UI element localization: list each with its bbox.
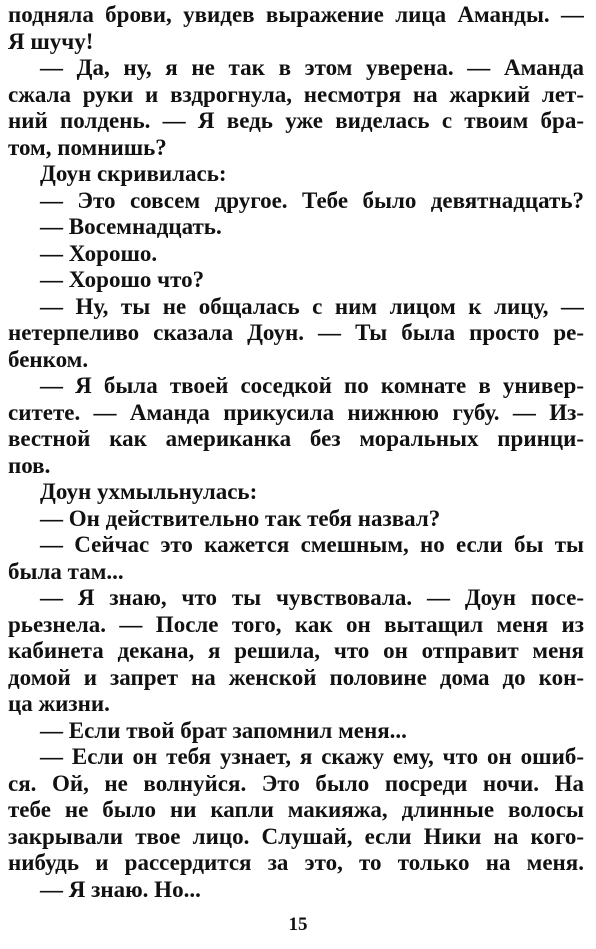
text-line: сжала руки и вздрогнула, несмотря на жаркий лет- (8, 81, 584, 107)
text-line: ситете. — Аманда прикусила нижнюю губу. — Из- (8, 399, 584, 425)
text-line: рьезнела. — После того, как он вытащил меня из (8, 611, 584, 637)
page-number: 15 (288, 914, 308, 935)
text-line: — Сейчас это кажется смешным, но если бы ты (40, 532, 584, 557)
text-line: нибудь и рассердится за это, то только на меня. (8, 850, 584, 875)
text-line: — Хорошо. (40, 240, 158, 266)
text-line: ний полдень. — Я ведь уже виделась с твоим бра- (8, 108, 584, 133)
text-line: — Ну, ты не общалась с ним лицом к лицу, — (40, 293, 584, 319)
text-line: — Хорошо что? (40, 267, 205, 292)
text-line: нетерпеливо сказала Доун. — Ты была просто ре- (8, 320, 584, 345)
text-line: — Восемнадцать. (40, 214, 222, 239)
text-line: кабинета декана, я решила, что он отправит меня (8, 638, 584, 663)
text-line: была там... (8, 558, 124, 584)
text-line: — Я знаю. Но... (40, 876, 201, 902)
text-line: — Это совсем другое. Тебе было девятнадцать? (40, 187, 584, 213)
text-line: — Да, ну, я не так в этом уверена. — Аманда (40, 55, 584, 80)
text-line: ся. Ой, не волнуйся. Это было посреди ночи. На (8, 770, 584, 796)
text-line: закрывали твое лицо. Слушай, если Ники на кого- (8, 823, 584, 849)
text-line: Я шучу! (8, 28, 94, 54)
text-line: бенком. (8, 346, 89, 372)
text-line: пов. (8, 452, 51, 478)
text-line: — Если он тебя узнает, я скажу ему, что он ошиб- (40, 744, 584, 769)
text-line: том, помнишь? (8, 134, 167, 160)
text-line: домой и запрет на женской половине дома до кон- (8, 664, 584, 690)
text-line: ца жизни. (8, 691, 110, 716)
text-line: Доун ухмыльнулась: (40, 479, 258, 504)
text-line: — Я была твоей соседкой по комнате в универ- (40, 373, 584, 398)
body-text (8, 2, 584, 903)
text-line: вестной как американка без моральных принци- (8, 426, 584, 451)
text-line: — Он действительно так тебя назвал? (40, 505, 441, 531)
text-line: — Я знаю, что ты чувствовала. — Доун посе- (40, 585, 584, 610)
text-line: — Если твой брат запомнил меня... (40, 717, 407, 743)
text-line: подняла брови, увидев выражение лица Аманды. — (8, 2, 584, 27)
text-line: Доун скривилась: (40, 161, 227, 186)
text-line: тебе не было ни капли макияжа, длинные волосы (8, 797, 584, 822)
